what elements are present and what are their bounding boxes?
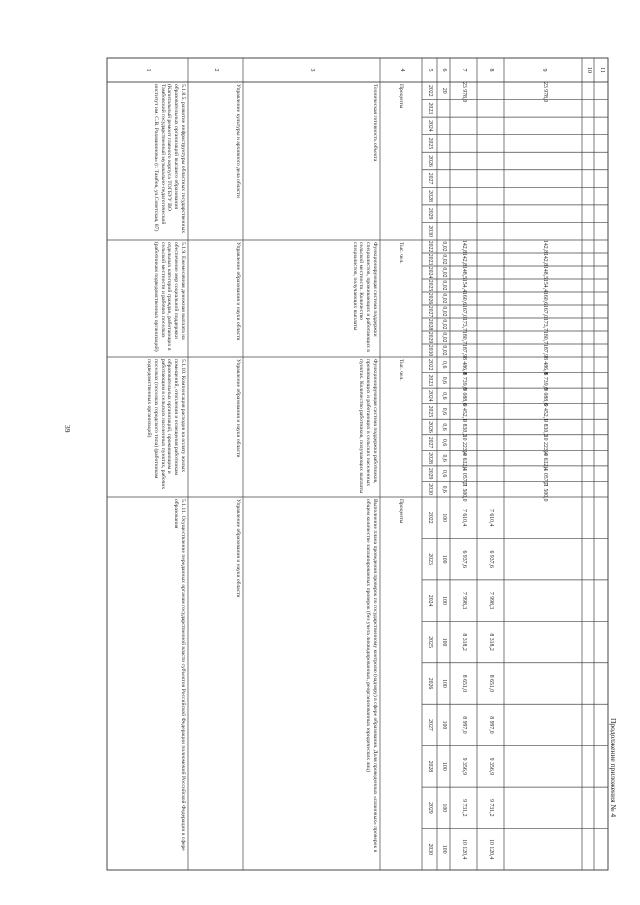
col9-cell: 187,9 <box>542 344 548 358</box>
executor-text: Управление образования и науки области <box>235 499 241 598</box>
col9-cell: 9 830,2 <box>542 419 548 437</box>
col6-cell: 0,02 <box>441 345 447 356</box>
col7-cell: 10 223,4 <box>461 434 467 456</box>
col8-cell <box>484 152 494 170</box>
col6-cell: 100 <box>441 762 447 771</box>
col7-cell: 6 937,6 <box>461 550 467 568</box>
col6-cell <box>437 117 447 135</box>
year-cell: 2029 <box>427 467 433 480</box>
year-cell: 2025 <box>427 636 433 648</box>
col6-cell: 0,6 <box>441 485 447 493</box>
year-cell: 2023 <box>427 253 433 266</box>
col6-cell <box>437 222 447 240</box>
col7-cell: 9 356,9 <box>461 757 467 776</box>
col6-cell: 0,6 <box>441 470 447 478</box>
col8-cell <box>484 253 494 266</box>
col8-cell <box>484 100 494 118</box>
year-cell: 2022 <box>427 84 433 97</box>
col7-cell <box>457 117 467 135</box>
year-cell: 2025 <box>427 279 433 292</box>
col8-cell <box>484 279 494 292</box>
year-cell: 2026 <box>427 292 433 305</box>
col8-cell: 8 997,0 <box>488 716 494 734</box>
col9-cell <box>538 829 548 870</box>
col7-cell: 187,9 <box>461 344 467 358</box>
col8-cell <box>484 205 494 223</box>
col9-cell <box>538 580 548 621</box>
measure-text: 5.1.10. Компенсация расходов на оплату жилых помещений, отопления и освещения работникам образовательных организаций, проживающим и работающим в сельских населенных пунктах, рабочих поселках (поселках городского типа) (работникам подведомственных организаций) <box>145 359 186 490</box>
column-number: 6 <box>441 68 448 72</box>
executor-text: Управление культуры и архивного дела области <box>235 84 241 198</box>
col8-cell: 6 937,6 <box>488 550 494 568</box>
year-cell: 2022 <box>427 511 433 524</box>
col9-cell: 8 486,8 <box>542 357 548 375</box>
column-number: 4 <box>399 68 405 72</box>
col7-cell: 142,8 <box>461 253 467 267</box>
col9-cell <box>538 497 548 538</box>
col9-cell <box>538 704 548 745</box>
year-cell: 2027 <box>427 305 433 318</box>
year-cell: 2027 <box>427 172 433 185</box>
column-number: 2 <box>213 68 220 72</box>
indicator-text: Функционирующая система поддержки специалистов, проживающих и работающих в сельской местности. Количество специалистов, получающих выплаты <box>351 242 378 352</box>
year-cell: 2029 <box>427 802 433 814</box>
col9-cell: 160,6 <box>542 292 548 306</box>
measure-text: 5.1.11. Осуществление переданных органам государственной власти субъектов Российской Федерации полномочий Российской Федерации в сфере образования <box>173 499 186 851</box>
col6-cell: 0,02 <box>441 293 447 304</box>
col6-cell: 0,6 <box>441 423 447 431</box>
year-cell: 2024 <box>427 390 433 402</box>
col8-cell <box>484 305 494 318</box>
year-cell: 2027 <box>427 719 433 731</box>
column-number: 11 <box>599 67 605 73</box>
col8-cell <box>484 331 494 344</box>
indicator-text: Выполнение плана проведения проверок по государственному контролю (надзору) в сфере образования. Доля проведенных «плановых» проверок в общем количестве запланированных проверок (без учета ликвидированных, реорганизованных юридических лиц) <box>365 499 378 853</box>
year-cell: 2025 <box>427 405 433 418</box>
year-cell: 2026 <box>427 677 433 690</box>
col6-cell: 0,6 <box>441 392 447 400</box>
col6-cell: 100 <box>441 596 447 605</box>
col8-cell: 8 651,0 <box>488 674 494 693</box>
unit-text: Проценты <box>398 84 404 109</box>
col7-cell: 9 452,1 <box>461 403 467 422</box>
year-cell: 2022 <box>427 240 433 253</box>
col9-cell <box>538 135 548 153</box>
indicator-text: Техническая готовность объекта <box>372 84 378 162</box>
col9-cell: 9 452,1 <box>542 403 548 422</box>
column-number: 10 <box>586 67 592 73</box>
year-cell: 2028 <box>427 760 433 773</box>
col6-cell <box>437 170 447 188</box>
col8-cell <box>484 82 494 100</box>
col9-cell <box>538 187 548 205</box>
col9-cell <box>538 152 548 170</box>
column-number: 3 <box>309 68 316 72</box>
year-cell: 2030 <box>427 344 433 357</box>
col6-cell: 0,02 <box>441 319 447 330</box>
col7-cell: 11 500,0 <box>461 481 467 502</box>
col7-cell: 9 830,2 <box>461 419 467 437</box>
col7-cell: 154,4 <box>461 279 467 293</box>
col8-cell <box>484 373 494 389</box>
col6-cell <box>437 187 447 205</box>
year-cell: 2030 <box>427 225 433 237</box>
col6-cell: 0,6 <box>441 438 447 447</box>
col9-cell <box>538 117 548 135</box>
col6-cell: 100 <box>441 720 447 730</box>
col8-cell <box>484 222 494 240</box>
measure-text: 5.1.9. Ежемесячная денежная выплата на обеспечение мер социальной поддержки отдельных категорий граждан, работающих в сельской местности и рабочих поселках (работникам подведомственных организаций) <box>152 242 186 352</box>
col7-cell <box>457 135 467 153</box>
measure-text: 5.1.8.5. развитие инфраструктуры областных государственных образовательных организаций высшего образования (Капитальный ремонт главного корпуса ТОГБУУ ВО Тамбовский государственный музыкально-педагогический институт им. С.В. Рахманинова» (г. Тамбов, ул.Советская, 87) <box>152 84 186 234</box>
col8-cell <box>484 419 494 435</box>
col7-cell: 142,8 <box>461 240 467 254</box>
year-cell: 2024 <box>427 266 433 279</box>
column-number: 5 <box>427 68 434 72</box>
col7-cell: 8 318,2 <box>461 633 467 651</box>
col6-cell: 0,6 <box>441 454 447 462</box>
col7-cell <box>457 187 467 205</box>
col7-cell: 11 057,7 <box>461 465 467 486</box>
col6-cell <box>437 152 447 170</box>
col8-cell: 9 356,9 <box>488 757 494 776</box>
col9-cell: 11 500,0 <box>542 481 548 502</box>
col9-cell: 180,7 <box>542 331 548 345</box>
col9-cell: 142,8 <box>542 240 548 254</box>
col6-cell: 0,6 <box>441 376 447 384</box>
appendix-label: Продолжение приложения № 4 <box>609 718 618 818</box>
col7-cell: 7 610,4 <box>461 509 467 527</box>
col9-cell: 173,7 <box>542 318 548 332</box>
year-cell: 2026 <box>427 155 433 167</box>
col8-cell <box>484 240 494 253</box>
year-cell: 2023 <box>427 374 433 387</box>
col9-cell: 167,0 <box>542 305 548 319</box>
col8-cell <box>484 435 494 451</box>
col7-cell: 7 998,3 <box>461 591 467 610</box>
col9-cell <box>538 787 548 828</box>
col9-cell: 23 978,0 <box>542 82 548 103</box>
col7-cell: 10 120,4 <box>461 839 467 860</box>
col6-cell <box>437 205 447 223</box>
year-cell: 2028 <box>427 318 433 331</box>
col8-cell <box>484 450 494 466</box>
col7-cell: 10 632,4 <box>461 450 467 471</box>
col6-cell: 0,02 <box>441 267 447 278</box>
col8-cell <box>484 318 494 331</box>
col8-cell: 7 610,4 <box>488 509 494 527</box>
executor-text: Управление образования и науки области <box>235 242 241 341</box>
col8-cell <box>484 170 494 188</box>
column-number: 8 <box>488 68 495 72</box>
col7-cell: 167,0 <box>461 305 467 319</box>
year-cell: 2026 <box>427 421 433 433</box>
col8-cell <box>484 344 494 357</box>
col9-cell <box>538 170 548 188</box>
col7-cell: 160,6 <box>461 292 467 306</box>
unit-text: Проценты <box>398 499 404 524</box>
col7-cell <box>457 205 467 223</box>
col7-cell: 8 651,0 <box>461 674 467 693</box>
col7-cell <box>457 152 467 170</box>
year-cell: 2029 <box>427 207 433 220</box>
unit-text: Тыс. чел. <box>398 359 404 381</box>
col6-cell: 100 <box>441 844 447 854</box>
col9-cell <box>538 663 548 704</box>
col8-cell <box>484 404 494 420</box>
col6-cell: 0,02 <box>441 254 447 265</box>
col7-cell: 8 486,8 <box>461 357 467 375</box>
year-cell: 2030 <box>427 843 433 856</box>
year-cell: 2027 <box>427 436 433 449</box>
col6-cell: 100 <box>441 637 447 647</box>
col9-cell <box>538 205 548 223</box>
col8-cell <box>484 117 494 135</box>
col6-cell: 100 <box>441 679 447 688</box>
year-cell: 2028 <box>427 452 433 464</box>
col8-cell: 10 120,4 <box>488 839 494 860</box>
col7-cell: 9 088,6 <box>461 388 467 406</box>
col7-cell <box>457 100 467 118</box>
col7-cell: 8 739,0 <box>461 372 467 390</box>
col8-cell <box>484 135 494 153</box>
col9-cell: 142,8 <box>542 253 548 267</box>
col9-cell: 9 088,6 <box>542 388 548 406</box>
col8-cell <box>484 481 494 497</box>
col9-cell: 11 057,7 <box>542 465 548 486</box>
col9-cell <box>538 538 548 579</box>
indicator-text: Функционирующая система поддержки работников, проживающих и работающих в сельских населенных пунктах. Количество работников, получающих выплаты <box>358 359 378 494</box>
year-cell: 2025 <box>427 137 433 150</box>
col9-cell <box>538 621 548 662</box>
year-cell: 2028 <box>427 190 433 202</box>
col8-cell: 7 998,3 <box>488 591 494 610</box>
col6-cell: 100 <box>441 554 447 564</box>
col9-cell: 8 739,0 <box>542 372 548 390</box>
col8-cell <box>484 357 494 373</box>
year-cell: 2030 <box>427 483 433 495</box>
year-cell: 2029 <box>427 331 433 344</box>
col9-cell <box>538 222 548 240</box>
col6-cell: 0,02 <box>441 280 447 291</box>
col9-cell <box>538 746 548 787</box>
col8-cell <box>484 266 494 279</box>
col7-cell: 9 731,2 <box>461 799 467 817</box>
year-cell: 2024 <box>427 120 433 132</box>
col9-cell: 10 223,4 <box>542 434 548 456</box>
year-cell: 2023 <box>427 102 433 115</box>
col8-cell: 8 318,2 <box>488 633 494 651</box>
executor-text: Управление образования и науки области <box>235 359 241 458</box>
year-cell: 2022 <box>427 358 433 371</box>
col7-cell: 173,7 <box>461 318 467 332</box>
col7-cell: 180,7 <box>461 331 467 345</box>
col6-cell: 0,6 <box>441 407 447 416</box>
col7-cell <box>457 222 467 240</box>
col6-cell: 0,02 <box>441 332 447 343</box>
col8-cell <box>484 292 494 305</box>
col6-cell: 100 <box>441 803 447 813</box>
col6-cell <box>437 135 447 153</box>
col6-cell: 0,02 <box>441 306 447 317</box>
col6-cell: 0,6 <box>441 361 447 369</box>
col6-cell: 0,02 <box>441 241 447 252</box>
col7-cell <box>457 170 467 188</box>
column-number: 1 <box>145 68 152 72</box>
col9-cell: 148,5 <box>542 266 548 280</box>
col8-cell <box>484 466 494 482</box>
col6-cell <box>437 100 447 118</box>
col9-cell <box>538 100 548 118</box>
unit-text: Тыс. чел. <box>398 242 404 264</box>
year-cell: 2024 <box>427 594 433 607</box>
col7-cell: 23 978,0 <box>461 82 467 103</box>
year-cell: 2023 <box>427 553 433 565</box>
col9-cell: 10 632,4 <box>542 450 548 471</box>
col7-cell: 148,5 <box>461 266 467 280</box>
column-number: 9 <box>541 68 547 72</box>
col9-cell: 154,4 <box>542 279 548 293</box>
col6-cell: 100 <box>441 513 447 523</box>
col8-cell <box>484 388 494 404</box>
col7-cell: 8 997,0 <box>461 716 467 734</box>
col6-cell: 20 <box>441 87 447 94</box>
column-number: 7 <box>461 68 468 72</box>
col8-cell: 9 731,2 <box>488 799 494 817</box>
page-number: 39 <box>63 425 72 433</box>
col8-cell <box>484 187 494 205</box>
